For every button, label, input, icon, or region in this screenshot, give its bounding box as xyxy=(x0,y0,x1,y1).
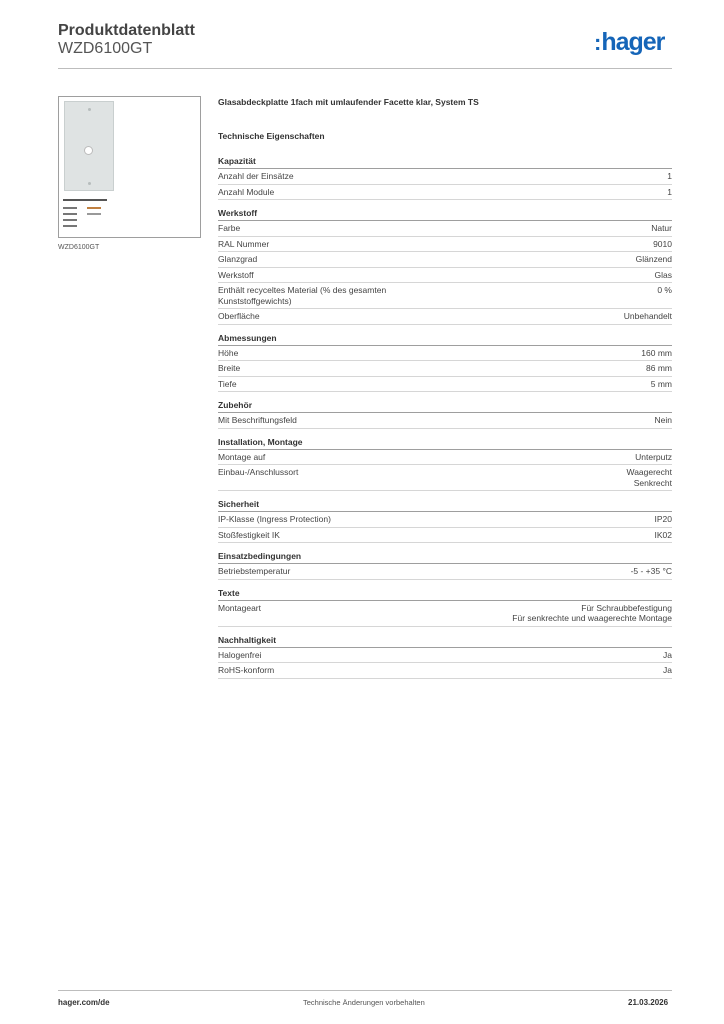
spec-value-line: Glas xyxy=(654,269,672,280)
spec-value-line: Glänzend xyxy=(635,254,672,264)
spec-label: Enthält recyceltes Material (% des gesamten Kunststoffgewichts) xyxy=(218,285,387,306)
spec-value-line: IK02 xyxy=(654,529,672,540)
spec-value xyxy=(438,223,672,234)
spec-label: Stoßfestigkeit IK xyxy=(218,529,280,540)
spec-row xyxy=(218,237,672,253)
spec-label: IP-Klasse (Ingress Protection) xyxy=(218,514,331,524)
spec-value-line: 86 mm xyxy=(646,363,672,373)
spec-row xyxy=(218,377,672,393)
section-heading: Nachhaltigkeit xyxy=(218,635,672,648)
spec-value-line: Waagerecht xyxy=(626,467,672,477)
section-heading: Zubehör xyxy=(218,400,672,413)
spec-row xyxy=(218,252,672,268)
cover-plate-illustration xyxy=(64,101,114,191)
spec-value xyxy=(438,603,672,624)
spec-section xyxy=(218,635,672,679)
spec-label: RoHS-konform xyxy=(218,665,275,675)
spec-row xyxy=(218,465,672,491)
spec-label: Halogenfrei xyxy=(218,649,262,660)
spec-section xyxy=(218,333,672,393)
spec-value-line: 1 xyxy=(667,171,672,181)
spec-value xyxy=(438,363,672,374)
spec-value-line: Unterputz xyxy=(635,451,672,462)
spec-row xyxy=(218,361,672,377)
spec-value xyxy=(438,348,672,359)
spec-value-line: 160 mm xyxy=(641,347,672,358)
spec-value xyxy=(438,650,672,661)
spec-row xyxy=(218,601,672,627)
section-heading: Texte xyxy=(218,588,672,601)
spec-label: Oberfläche xyxy=(218,311,260,321)
spec-label: Tiefe xyxy=(218,378,237,389)
image-caption: WZD6100GT xyxy=(58,244,100,251)
dimension-thumbnails-icon xyxy=(63,197,123,237)
product-code: WZD6100GT xyxy=(58,40,153,57)
spec-label: RAL Nummer xyxy=(218,238,270,249)
footer-divider xyxy=(58,990,672,991)
spec-row xyxy=(218,169,672,185)
page-title: Produktdatenblatt xyxy=(58,22,195,39)
section-heading: Einsatzbedingungen xyxy=(218,551,672,564)
section-heading: Kapazität xyxy=(218,156,672,169)
spec-row xyxy=(218,221,672,237)
spec-value xyxy=(438,379,672,390)
spec-value-line: -5 - +35 °C xyxy=(630,566,672,576)
spec-value-line: 5 mm xyxy=(650,378,672,389)
spec-value xyxy=(438,415,672,426)
spec-row xyxy=(218,309,672,325)
spec-section xyxy=(218,437,672,492)
header-divider xyxy=(58,68,672,69)
spec-value-line: Senkrecht xyxy=(633,477,672,488)
spec-row xyxy=(218,512,672,528)
section-heading: Installation, Montage xyxy=(218,437,672,450)
spec-value xyxy=(438,171,672,182)
footer-date: 21.03.2026 xyxy=(628,998,669,1007)
spec-label: Montage auf xyxy=(218,451,266,462)
footer-note: Technische Änderungen vorbehalten xyxy=(303,998,425,1007)
spec-label: Anzahl der Einsätze xyxy=(218,171,294,181)
spec-label: Mit Beschriftungsfeld xyxy=(218,415,297,425)
spec-value-line: 9010 xyxy=(653,238,672,249)
section-heading: Sicherheit xyxy=(218,499,672,512)
spec-value xyxy=(438,239,672,250)
spec-value-line: 0 % xyxy=(657,285,672,295)
spec-label: Montageart xyxy=(218,602,261,613)
spec-section xyxy=(218,551,672,580)
spec-value-line: Ja xyxy=(663,649,672,660)
spec-value-line: 1 xyxy=(667,186,672,197)
spec-value-line: Unbehandelt xyxy=(623,311,672,321)
spec-value xyxy=(438,270,672,281)
product-description: Glasabdeckplatte 1fach mit umlaufender Facette klar, System TS xyxy=(218,97,479,107)
hager-logo: :hager xyxy=(594,28,665,56)
spec-value xyxy=(438,311,672,322)
footer-website: hager.com/de xyxy=(58,998,110,1007)
section-heading: Abmessungen xyxy=(218,333,672,346)
spec-section xyxy=(218,588,672,627)
spec-value xyxy=(438,452,672,463)
spec-value xyxy=(438,187,672,198)
plate-hole xyxy=(84,146,93,155)
section-heading: Werkstoff xyxy=(218,208,672,221)
spec-row xyxy=(218,185,672,201)
spec-value-line: Für Schraubbefestigung xyxy=(581,602,672,613)
spec-row xyxy=(218,564,672,580)
spec-row xyxy=(218,663,672,679)
spec-value xyxy=(438,285,672,306)
spec-value xyxy=(438,665,672,676)
spec-value xyxy=(438,467,672,488)
spec-label: Breite xyxy=(218,363,241,373)
spec-value xyxy=(438,514,672,525)
spec-value xyxy=(438,530,672,541)
spec-row xyxy=(218,450,672,466)
spec-section xyxy=(218,400,672,429)
spec-row xyxy=(218,648,672,664)
spec-value-line: Nein xyxy=(654,415,672,425)
technical-properties-title: Technische Eigenschaften xyxy=(218,131,325,141)
spec-label: Farbe xyxy=(218,223,241,233)
spec-label: Höhe xyxy=(218,347,239,358)
spec-label: Einbau-/Anschlussort xyxy=(218,467,299,477)
spec-label: Werkstoff xyxy=(218,269,254,280)
spec-section xyxy=(218,499,672,543)
spec-row xyxy=(218,346,672,362)
spec-value xyxy=(438,566,672,577)
spec-value-line: Für senkrechte und waagerechte Montage xyxy=(512,613,672,623)
spec-section xyxy=(218,208,672,325)
spec-value-line: IP20 xyxy=(654,514,672,524)
spec-row xyxy=(218,413,672,429)
spec-section xyxy=(218,156,672,200)
spec-label: Anzahl Module xyxy=(218,186,275,197)
spec-value-line: Natur xyxy=(651,223,672,233)
spec-row xyxy=(218,268,672,284)
product-image xyxy=(58,96,201,238)
spec-table xyxy=(218,156,672,687)
spec-row xyxy=(218,528,672,544)
spec-value-line: Ja xyxy=(663,665,672,675)
spec-value xyxy=(438,254,672,265)
spec-label: Glanzgrad xyxy=(218,254,258,264)
spec-row xyxy=(218,283,672,309)
spec-label: Betriebstemperatur xyxy=(218,566,291,576)
